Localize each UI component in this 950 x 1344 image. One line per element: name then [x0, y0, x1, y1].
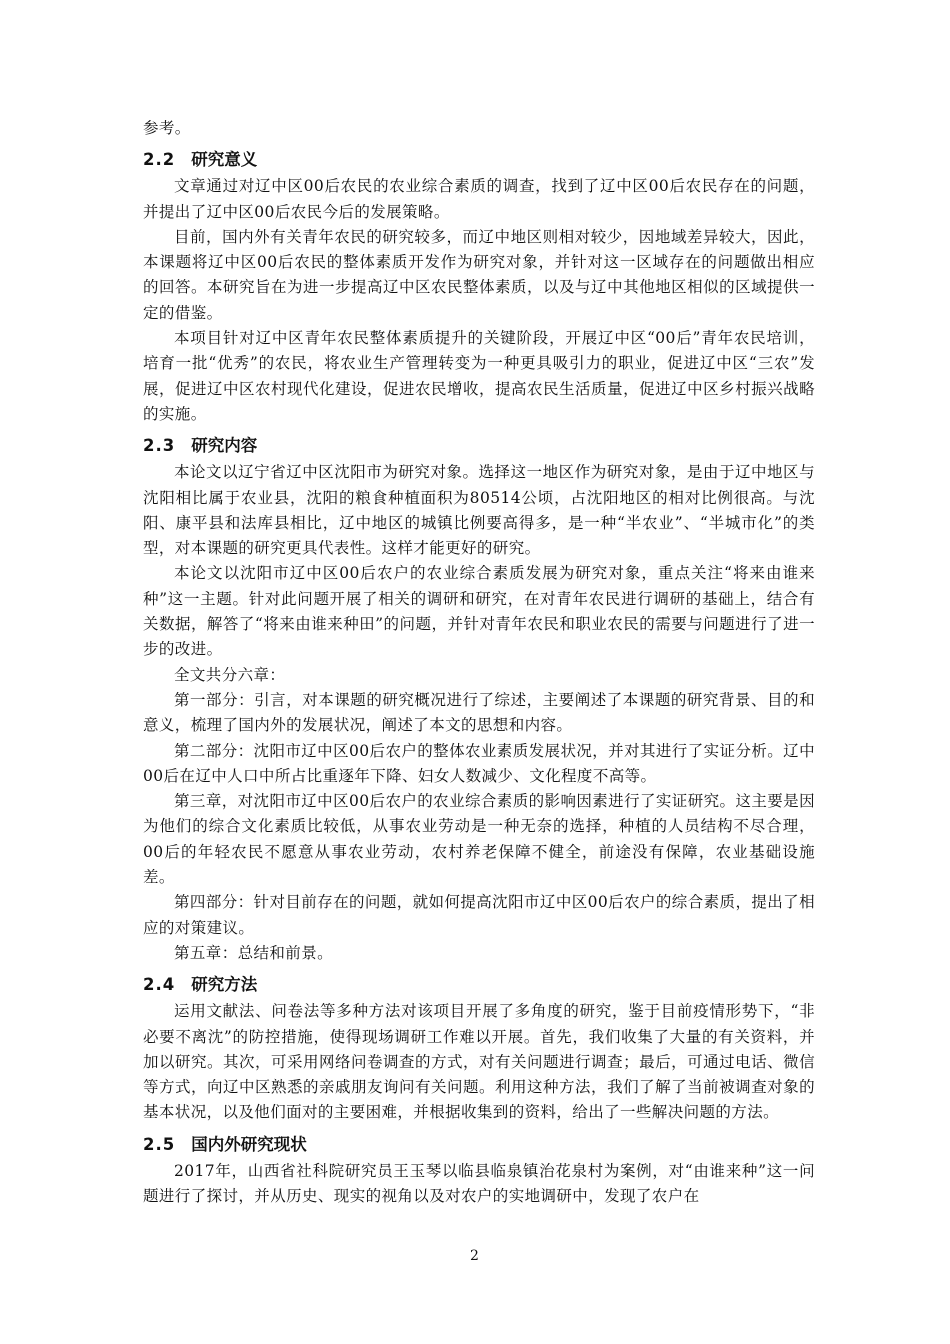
- paragraph: 第三章，对沈阳市辽中区00后农户的农业综合素质的影响因素进行了实证研究。这主要是因为他们的综合文化素质比较低，从事农业劳动是一种无奈的选择，种植的人员结构不尽合理，00后的年轻农民不愿意从事农业劳动，农村养老保障不健全，前途没有保障，农业基础设施差。: [143, 792, 815, 887]
- section-title: 研究内容: [191, 436, 258, 456]
- section-number: 2.5: [143, 1134, 176, 1154]
- paragraph: 第四部分：针对目前存在的问题，就如何提高沈阳市辽中区00后农户的综合素质，提出了相应的对策建议。: [143, 893, 815, 937]
- page-body: [143, 116, 815, 1209]
- paragraph: 第二部分：沈阳市辽中区00后农户的整体农业素质发展状况，并对其进行了实证分析。辽中00后在辽中人口中所占比重逐年下降、妇女人数减少、文化程度不高等。: [143, 741, 815, 785]
- paragraph: 文章通过对辽中区00后农民的农业综合素质的调查，找到了辽中区00后农民存在的问题，并提出了辽中区00后农民今后的发展策略。: [143, 177, 815, 221]
- section-heading-2-5: [143, 1134, 815, 1155]
- intro-text: 参考。: [143, 119, 191, 137]
- paragraph: 目前，国内外有关青年农民的研究较多，而辽中地区则相对较少，因地域差异较大，因此，本课题将辽中区00后农民的整体素质开发作为研究对象，并针对这一区域存在的问题做出相应的回答。本研究旨在为进一步提高辽中区农民整体素质，以及与辽中其他地区相似的区域提供一定的借鉴。: [143, 227, 815, 322]
- page-number: 2: [470, 1248, 479, 1264]
- section-heading-2-2: [143, 149, 815, 170]
- paragraph: 本项目针对辽中区青年农民整体素质提升的关键阶段，开展辽中区“00后”青年农民培训，培育一批“优秀”的农民，将农业生产管理转变为一种更具吸引力的职业，促进辽中区“三农”发展，促进辽中区农村现代化建设，促进农民增收，提高农民生活质量，促进辽中区乡村振兴战略的实施。: [143, 329, 815, 423]
- section-title: 研究方法: [191, 975, 258, 995]
- section-number: 2.2: [143, 150, 176, 170]
- section-heading-2-4: [143, 974, 815, 995]
- paragraph: 运用文献法、问卷法等多种方法对该项目开展了多角度的研究，鉴于目前疫情形势下，“非必要不离沈”的防控措施，使得现场调研工作难以开展。首先，我们收集了大量的有关资料，并加以研究。其次，可采用网络问卷调查的方式，对有关问题进行调查；最后，可通过电话、微信等方式，向辽中区熟悉的亲戚朋友询问有关问题。利用这种方法，我们了解了当前被调查对象的基本状况，以及他们面对的主要困难，并根据收集到的资料，给出了一些解决问题的方法。: [143, 1002, 815, 1122]
- section-number: 2.4: [143, 975, 176, 995]
- section-heading-2-3: [143, 435, 815, 456]
- paragraph: 本论文以沈阳市辽中区00后农户的农业综合素质发展为研究对象，重点关注“将来由谁来种”这一主题。针对此问题开展了相关的调研和研究，在对青年农民进行调研的基础上，结合有关数据，解答了“将来由谁来种田”的问题，并针对青年农民和职业农民的需要与问题进行了进一步的改进。: [143, 564, 815, 659]
- paragraph: 2017年，山西省社科院研究员王玉琴以临县临泉镇治花泉村为案例，对“由谁来种”这一问题进行了探讨，并从历史、现实的视角以及对农户的实地调研中，发现了农户在: [143, 1161, 815, 1205]
- paragraph: 全文共分六章：: [174, 665, 286, 684]
- section-title: 研究意义: [191, 150, 258, 170]
- paragraph: 第一部分：引言，对本课题的研究概况进行了综述，主要阐述了本课题的研究背景、目的和意义，梳理了国内外的发展状况，阐述了本文的思想和内容。: [143, 690, 815, 735]
- paragraph: 本论文以辽宁省辽中区沈阳市为研究对象。选择这一地区作为研究对象，是由于辽中地区与沈阳相比属于农业县，沈阳的粮食种植面积为80514公顷，占沈阳地区的相对比例很高。与沈阳、康平县和法库县相比，辽中地区的城镇比例要高得多，是一种“半农业”、“半城市化”的类型，对本课题的研究更具代表性。这样才能更好的研究。: [143, 463, 815, 558]
- paragraph: 第五章：总结和前景。: [174, 943, 334, 962]
- section-title: 国内外研究现状: [191, 1134, 307, 1154]
- section-number: 2.3: [143, 436, 176, 456]
